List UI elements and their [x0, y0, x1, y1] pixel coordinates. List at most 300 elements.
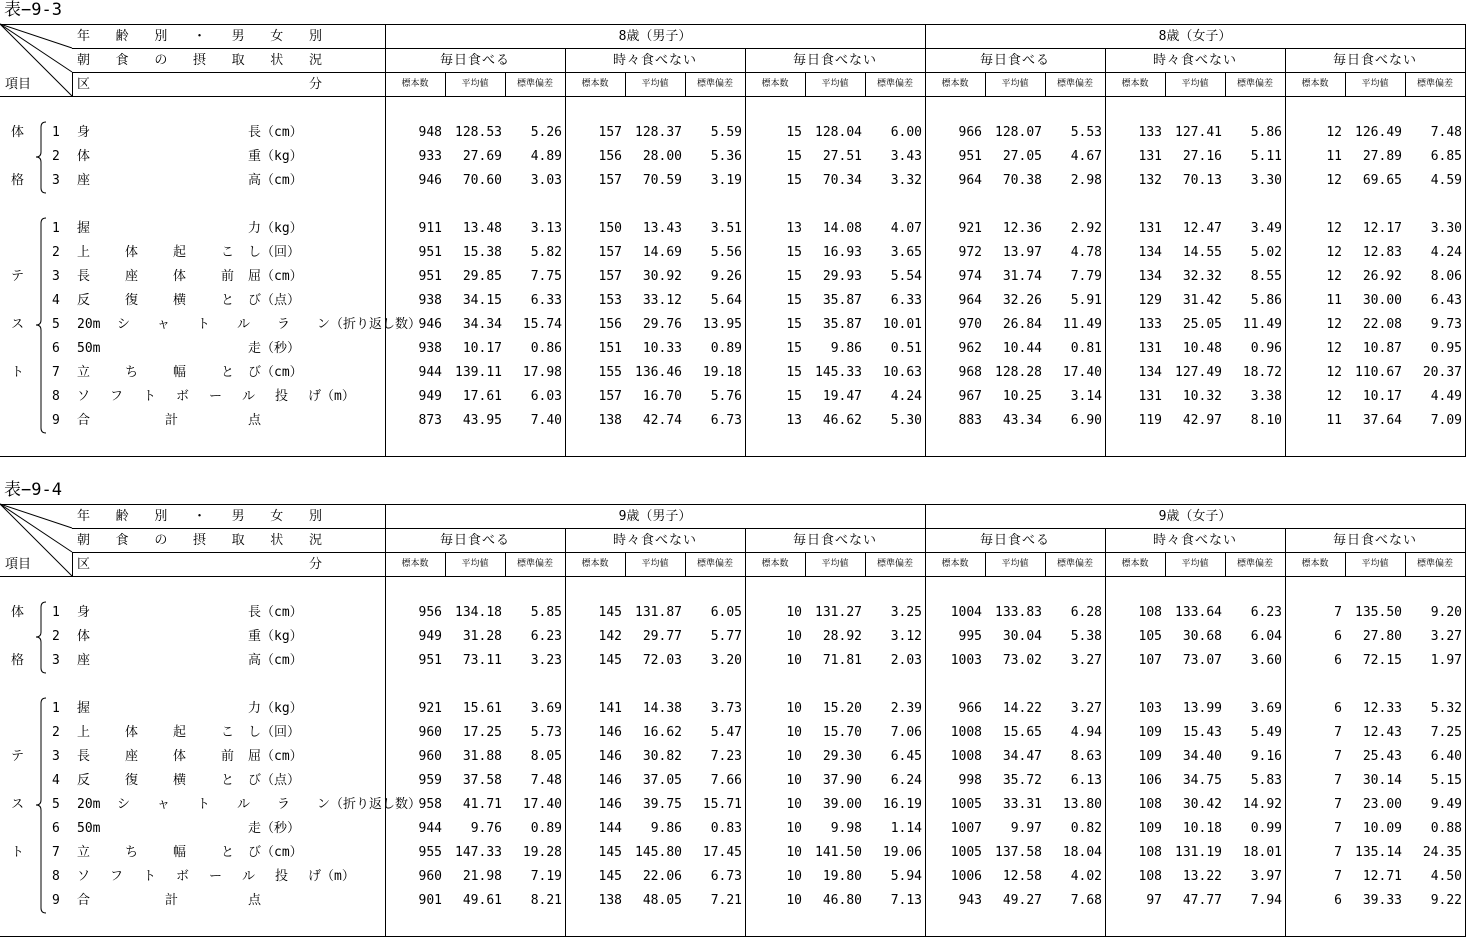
cell-value: 10	[786, 869, 802, 884]
cell-value: 951	[418, 245, 442, 260]
cell-value: 11.49	[1062, 317, 1102, 332]
cell-value: 3.14	[1070, 389, 1102, 404]
table-title: 表−9-4	[4, 480, 62, 500]
cell-value: 24.35	[1422, 845, 1462, 860]
cell-value: 144	[598, 821, 622, 836]
cell-value: 970	[958, 317, 982, 332]
cell-value: 17.61	[462, 389, 502, 404]
cell-value: 3.38	[1250, 389, 1282, 404]
cell-value: 127.41	[1175, 125, 1222, 140]
cell-value: 0.86	[530, 341, 562, 356]
cell-value: 22.08	[1362, 317, 1402, 332]
cell-value: 12	[1326, 365, 1342, 380]
row-number: 4	[52, 773, 60, 788]
cell-value: 949	[418, 629, 442, 644]
cell-value: 3.27	[1070, 701, 1102, 716]
subcolumn-header: 標本数	[401, 79, 429, 89]
row-number: 5	[52, 317, 60, 332]
cell-value: 27.80	[1362, 629, 1402, 644]
row-number: 2	[52, 245, 60, 260]
item-name-char: 20m	[77, 797, 101, 812]
cell-value: 5.77	[710, 629, 742, 644]
cell-value: 18.04	[1062, 845, 1102, 860]
cell-value: 29.85	[462, 269, 502, 284]
group-header-boys: 8歳（男子）	[618, 29, 692, 44]
cell-value: 5.11	[1250, 149, 1282, 164]
cell-value: 6.03	[530, 389, 562, 404]
item-unit: 高（cm）	[248, 653, 303, 668]
item-name-char: 座	[125, 749, 139, 764]
cell-value: 9.20	[1430, 605, 1462, 620]
cell-value: 3.73	[710, 701, 742, 716]
cell-value: 10.33	[642, 341, 682, 356]
item-unit: ン（折り返し数）	[317, 317, 422, 332]
cell-value: 6.33	[890, 293, 922, 308]
cell-value: 5.76	[710, 389, 742, 404]
cell-value: 39.33	[1362, 893, 1402, 908]
cell-value: 33.31	[1002, 797, 1042, 812]
item-name-char: ト	[197, 317, 211, 332]
item-name-char: こ	[221, 725, 235, 740]
cell-value: 13.97	[1002, 245, 1042, 260]
item-name-char: ソ	[77, 389, 91, 404]
cell-value: 5.54	[890, 269, 922, 284]
cell-value: 2.98	[1070, 173, 1102, 188]
cell-value: 12.71	[1362, 869, 1402, 884]
cell-value: 107	[1138, 653, 1162, 668]
header-char: ・	[192, 29, 206, 44]
cell-value: 938	[418, 341, 442, 356]
cell-value: 943	[958, 893, 982, 908]
item-name-char: 長	[77, 269, 91, 284]
cell-value: 110.67	[1355, 365, 1402, 380]
cell-value: 156	[598, 149, 622, 164]
cell-value: 964	[958, 173, 982, 188]
header-breakfast-label	[77, 53, 322, 69]
item-name-char: 合	[77, 893, 91, 908]
row-number: 1	[52, 125, 60, 140]
item-name-char: 投	[275, 389, 289, 404]
row-number: 3	[52, 173, 60, 188]
cell-value: 108	[1138, 797, 1162, 812]
cell-value: 131	[1138, 149, 1162, 164]
cell-value: 1.14	[890, 821, 922, 836]
cell-value: 9.97	[1010, 821, 1042, 836]
cell-value: 135.14	[1355, 845, 1402, 860]
item-name-char: 横	[173, 773, 187, 788]
cell-value: 10.01	[882, 317, 922, 332]
cell-value: 42.74	[642, 413, 682, 428]
cell-value: 12	[1326, 125, 1342, 140]
subcolumn-header: 標準偏差	[516, 79, 553, 89]
cell-value: 134	[1138, 245, 1162, 260]
cell-value: 6.40	[1430, 749, 1462, 764]
cell-value: 10	[786, 797, 802, 812]
header-char: 況	[308, 533, 322, 548]
cell-value: 157	[598, 245, 622, 260]
group-label-physique: 格	[11, 653, 25, 668]
subcolumn-header: 標本数	[401, 559, 429, 569]
cell-value: 13.95	[702, 317, 742, 332]
cell-value: 146	[598, 797, 622, 812]
item-name-char: 起	[173, 725, 187, 740]
item-unit: げ（m）	[308, 869, 355, 884]
group-header-boys: 9歳（男子）	[618, 509, 692, 524]
subcolumn-header: 標準偏差	[1416, 79, 1453, 89]
cell-value: 1.97	[1430, 653, 1462, 668]
cell-value: 131.19	[1175, 845, 1222, 860]
cell-value: 13	[786, 413, 802, 428]
cell-value: 145	[598, 845, 622, 860]
cell-value: 97	[1146, 893, 1162, 908]
header-division-left: 区	[77, 557, 91, 572]
cell-value: 13.48	[462, 221, 502, 236]
cell-value: 7	[1334, 821, 1342, 836]
cell-value: 25.43	[1362, 749, 1402, 764]
cell-value: 15	[786, 245, 802, 260]
item-name-char: ト	[197, 797, 211, 812]
cell-value: 12	[1326, 389, 1342, 404]
cell-value: 9.86	[650, 821, 682, 836]
cell-value: 19.28	[522, 845, 562, 860]
row-number: 3	[52, 653, 60, 668]
cell-value: 13	[786, 221, 802, 236]
cell-value: 4.02	[1070, 869, 1102, 884]
cell-value: 6.13	[1070, 773, 1102, 788]
cell-value: 146	[598, 749, 622, 764]
item-name-char: と	[221, 293, 235, 308]
cell-value: 133	[1138, 125, 1162, 140]
group-label-physique: 体	[11, 125, 25, 140]
cell-value: 6	[1334, 893, 1342, 908]
cell-value: 951	[418, 653, 442, 668]
cell-value: 16.19	[882, 797, 922, 812]
cell-value: 8.10	[1250, 413, 1282, 428]
cell-value: 6.33	[530, 293, 562, 308]
item-name-char: ラ	[277, 797, 291, 812]
cell-value: 109	[1138, 749, 1162, 764]
cell-value: 71.81	[822, 653, 862, 668]
group-label-test: ト	[11, 845, 25, 860]
header-char: 男	[231, 509, 245, 524]
subcolumn-header: 標本数	[1301, 79, 1329, 89]
cell-value: 157	[598, 389, 622, 404]
cell-value: 7	[1334, 797, 1342, 812]
cell-value: 21.98	[462, 869, 502, 884]
item-name-char: 起	[173, 245, 187, 260]
cell-value: 14.92	[1242, 797, 1282, 812]
item-name-char: 20m	[77, 317, 101, 332]
header-char: 年	[77, 29, 91, 44]
subcolumn-header: 標準偏差	[696, 559, 733, 569]
cell-value: 10	[786, 845, 802, 860]
table-bottom-border	[0, 456, 1466, 457]
table-top-border	[0, 504, 1466, 505]
cell-value: 15.61	[462, 701, 502, 716]
cell-value: 15	[786, 389, 802, 404]
header-char: 年	[77, 509, 91, 524]
cell-value: 10	[786, 605, 802, 620]
cell-value: 7.48	[1430, 125, 1462, 140]
cell-value: 157	[598, 125, 622, 140]
diagonal-line	[0, 24, 72, 48]
cell-value: 5.26	[530, 125, 562, 140]
group-label-physique: 格	[11, 173, 25, 188]
cell-value: 3.97	[1250, 869, 1282, 884]
subcolumn-header: 標本数	[941, 559, 969, 569]
item-name-char: ル	[242, 389, 256, 404]
item-name-char: ル	[242, 869, 256, 884]
cell-value: 15	[786, 365, 802, 380]
cell-value: 10	[786, 821, 802, 836]
cell-value: 31.74	[1002, 269, 1042, 284]
cell-value: 10	[786, 629, 802, 644]
header-char: 齢	[115, 509, 129, 524]
cell-value: 153	[598, 293, 622, 308]
cell-value: 30.68	[1182, 629, 1222, 644]
cell-value: 128.53	[455, 125, 502, 140]
cell-value: 37.90	[822, 773, 862, 788]
cell-value: 0.82	[1070, 821, 1102, 836]
subcolumn-header: 標本数	[1301, 559, 1329, 569]
cell-value: 7.09	[1430, 413, 1462, 428]
cell-value: 4.89	[530, 149, 562, 164]
cell-value: 6.23	[1250, 605, 1282, 620]
cell-value: 883	[958, 413, 982, 428]
cell-value: 10.87	[1362, 341, 1402, 356]
cell-value: 128.07	[995, 125, 1042, 140]
category-header: 毎日食べない	[1332, 533, 1417, 548]
cell-value: 0.89	[530, 821, 562, 836]
cell-value: 131	[1138, 341, 1162, 356]
cell-value: 46.62	[822, 413, 862, 428]
cell-value: 73.07	[1182, 653, 1222, 668]
cell-value: 7.13	[890, 893, 922, 908]
item-name-char: ボ	[176, 389, 190, 404]
item-unit: 力（kg）	[248, 701, 303, 716]
cell-value: 15	[786, 293, 802, 308]
cell-value: 972	[958, 245, 982, 260]
cell-value: 6.04	[1250, 629, 1282, 644]
cell-value: 12	[1326, 221, 1342, 236]
cell-value: 7	[1334, 749, 1342, 764]
cell-value: 16.93	[822, 245, 862, 260]
cell-value: 960	[418, 869, 442, 884]
cell-value: 7	[1334, 725, 1342, 740]
item-unit: し（回）	[248, 245, 301, 260]
cell-value: 105	[1138, 629, 1162, 644]
item-name-char: 身	[77, 125, 91, 140]
item-name-char: 復	[125, 293, 139, 308]
cell-value: 108	[1138, 845, 1162, 860]
cell-value: 34.75	[1182, 773, 1222, 788]
cell-value: 37.05	[642, 773, 682, 788]
cell-value: 12.47	[1182, 221, 1222, 236]
cell-value: 157	[598, 173, 622, 188]
header-char: 取	[231, 533, 245, 548]
test-brace	[34, 217, 54, 437]
cell-value: 18.01	[1242, 845, 1282, 860]
cell-value: 9.73	[1430, 317, 1462, 332]
cell-value: 9.76	[470, 821, 502, 836]
cell-value: 30.04	[1002, 629, 1042, 644]
cell-value: 4.78	[1070, 245, 1102, 260]
item-name-char: 幅	[173, 845, 187, 860]
cell-value: 13.22	[1182, 869, 1222, 884]
cell-value: 33.12	[642, 293, 682, 308]
item-name-char: 復	[125, 773, 139, 788]
cell-value: 5.94	[890, 869, 922, 884]
cell-value: 998	[958, 773, 982, 788]
subcolumn-header: 平均値	[821, 559, 849, 569]
subcolumn-header: 平均値	[1181, 79, 1209, 89]
cell-value: 150	[598, 221, 622, 236]
cell-value: 0.99	[1250, 821, 1282, 836]
cell-value: 955	[418, 845, 442, 860]
item-name-char: 握	[77, 701, 91, 716]
cell-value: 5.36	[710, 149, 742, 164]
cell-value: 5.15	[1430, 773, 1462, 788]
cell-value: 3.13	[530, 221, 562, 236]
item-unit: 力（kg）	[248, 221, 303, 236]
cell-value: 26.84	[1002, 317, 1042, 332]
cell-value: 18.72	[1242, 365, 1282, 380]
cell-value: 5.73	[530, 725, 562, 740]
item-name-char: 上	[77, 245, 91, 260]
cell-value: 9.98	[830, 821, 862, 836]
cell-value: 129	[1138, 293, 1162, 308]
cell-value: 10	[786, 725, 802, 740]
item-unit: げ（m）	[308, 389, 355, 404]
cell-value: 7.40	[530, 413, 562, 428]
cell-value: 960	[418, 725, 442, 740]
cell-value: 16.70	[642, 389, 682, 404]
cell-value: 30.14	[1362, 773, 1402, 788]
cell-value: 7.06	[890, 725, 922, 740]
cell-value: 146	[598, 773, 622, 788]
cell-value: 15	[786, 341, 802, 356]
category-header: 毎日食べる	[979, 533, 1050, 548]
cell-value: 5.82	[530, 245, 562, 260]
cell-value: 933	[418, 149, 442, 164]
item-name-char: 座	[77, 173, 91, 188]
cell-value: 27.89	[1362, 149, 1402, 164]
item-name-char: ー	[209, 389, 223, 404]
cell-value: 141.50	[815, 845, 862, 860]
subcolumn-header: 平均値	[821, 79, 849, 89]
cell-value: 15.71	[702, 797, 742, 812]
cell-value: 964	[958, 293, 982, 308]
cell-value: 958	[418, 797, 442, 812]
subcolumn-header: 標本数	[761, 559, 789, 569]
cell-value: 14.22	[1002, 701, 1042, 716]
row-number: 4	[52, 293, 60, 308]
cell-value: 134.18	[455, 605, 502, 620]
cell-value: 6	[1334, 629, 1342, 644]
item-name-char: シ	[117, 797, 131, 812]
cell-value: 3.51	[710, 221, 742, 236]
cell-value: 10.18	[1182, 821, 1222, 836]
category-header: 毎日食べる	[979, 53, 1050, 68]
cell-value: 3.27	[1430, 629, 1462, 644]
row-number: 8	[52, 389, 60, 404]
statistics-table	[0, 480, 1466, 938]
cell-value: 3.43	[890, 149, 922, 164]
item-name-char: ち	[125, 845, 139, 860]
header-char: 別	[308, 29, 322, 44]
group-label-test: ス	[11, 317, 25, 332]
cell-value: 27.51	[822, 149, 862, 164]
cell-value: 0.81	[1070, 341, 1102, 356]
item-name-char: 立	[77, 845, 91, 860]
cell-value: 34.47	[1002, 749, 1042, 764]
cell-value: 4.59	[1430, 173, 1462, 188]
item-name-char: 合	[77, 413, 91, 428]
cell-value: 3.23	[530, 653, 562, 668]
row-number: 3	[52, 269, 60, 284]
header-char: ・	[192, 509, 206, 524]
subcolumn-header: 平均値	[641, 79, 669, 89]
cell-value: 974	[958, 269, 982, 284]
cell-value: 960	[418, 749, 442, 764]
header-breakfast-label	[77, 533, 322, 549]
subcolumn-header: 平均値	[1001, 79, 1029, 89]
subcolumn-header: 標本数	[1121, 559, 1149, 569]
cell-value: 3.49	[1250, 221, 1282, 236]
subcolumn-header: 標準偏差	[1236, 559, 1273, 569]
item-name-char: 座	[77, 653, 91, 668]
table-title: 表−9-3	[4, 0, 62, 20]
cell-value: 70.34	[822, 173, 862, 188]
cell-value: 34.34	[462, 317, 502, 332]
cell-value: 135.50	[1355, 605, 1402, 620]
header-division-right: 分	[309, 77, 323, 92]
cell-value: 951	[958, 149, 982, 164]
cell-value: 70.13	[1182, 173, 1222, 188]
header-char: 女	[270, 29, 284, 44]
cell-value: 15	[786, 149, 802, 164]
cell-value: 16.62	[642, 725, 682, 740]
cell-value: 29.93	[822, 269, 862, 284]
header-char: 朝	[77, 53, 91, 68]
cell-value: 5.32	[1430, 701, 1462, 716]
cell-value: 14.38	[642, 701, 682, 716]
cell-value: 142	[598, 629, 622, 644]
cell-value: 29.30	[822, 749, 862, 764]
cell-value: 0.95	[1430, 341, 1462, 356]
cell-value: 13.43	[642, 221, 682, 236]
cell-value: 7.66	[710, 773, 742, 788]
cell-value: 39.00	[822, 797, 862, 812]
cell-value: 30.42	[1182, 797, 1222, 812]
cell-value: 2.03	[890, 653, 922, 668]
row-number: 7	[52, 845, 60, 860]
cell-value: 108	[1138, 605, 1162, 620]
subcolumn-header: 標準偏差	[1236, 79, 1273, 89]
cell-value: 26.92	[1362, 269, 1402, 284]
cell-value: 12.17	[1362, 221, 1402, 236]
cell-value: 30.92	[642, 269, 682, 284]
header-item-label: 項目	[5, 557, 32, 572]
cell-value: 5.83	[1250, 773, 1282, 788]
row-number: 1	[52, 605, 60, 620]
cell-value: 146	[598, 725, 622, 740]
item-unit: 走（秒）	[248, 821, 301, 836]
cell-value: 131	[1138, 389, 1162, 404]
item-name-char: 計	[165, 893, 179, 908]
cell-value: 5.64	[710, 293, 742, 308]
cell-value: 5.59	[710, 125, 742, 140]
